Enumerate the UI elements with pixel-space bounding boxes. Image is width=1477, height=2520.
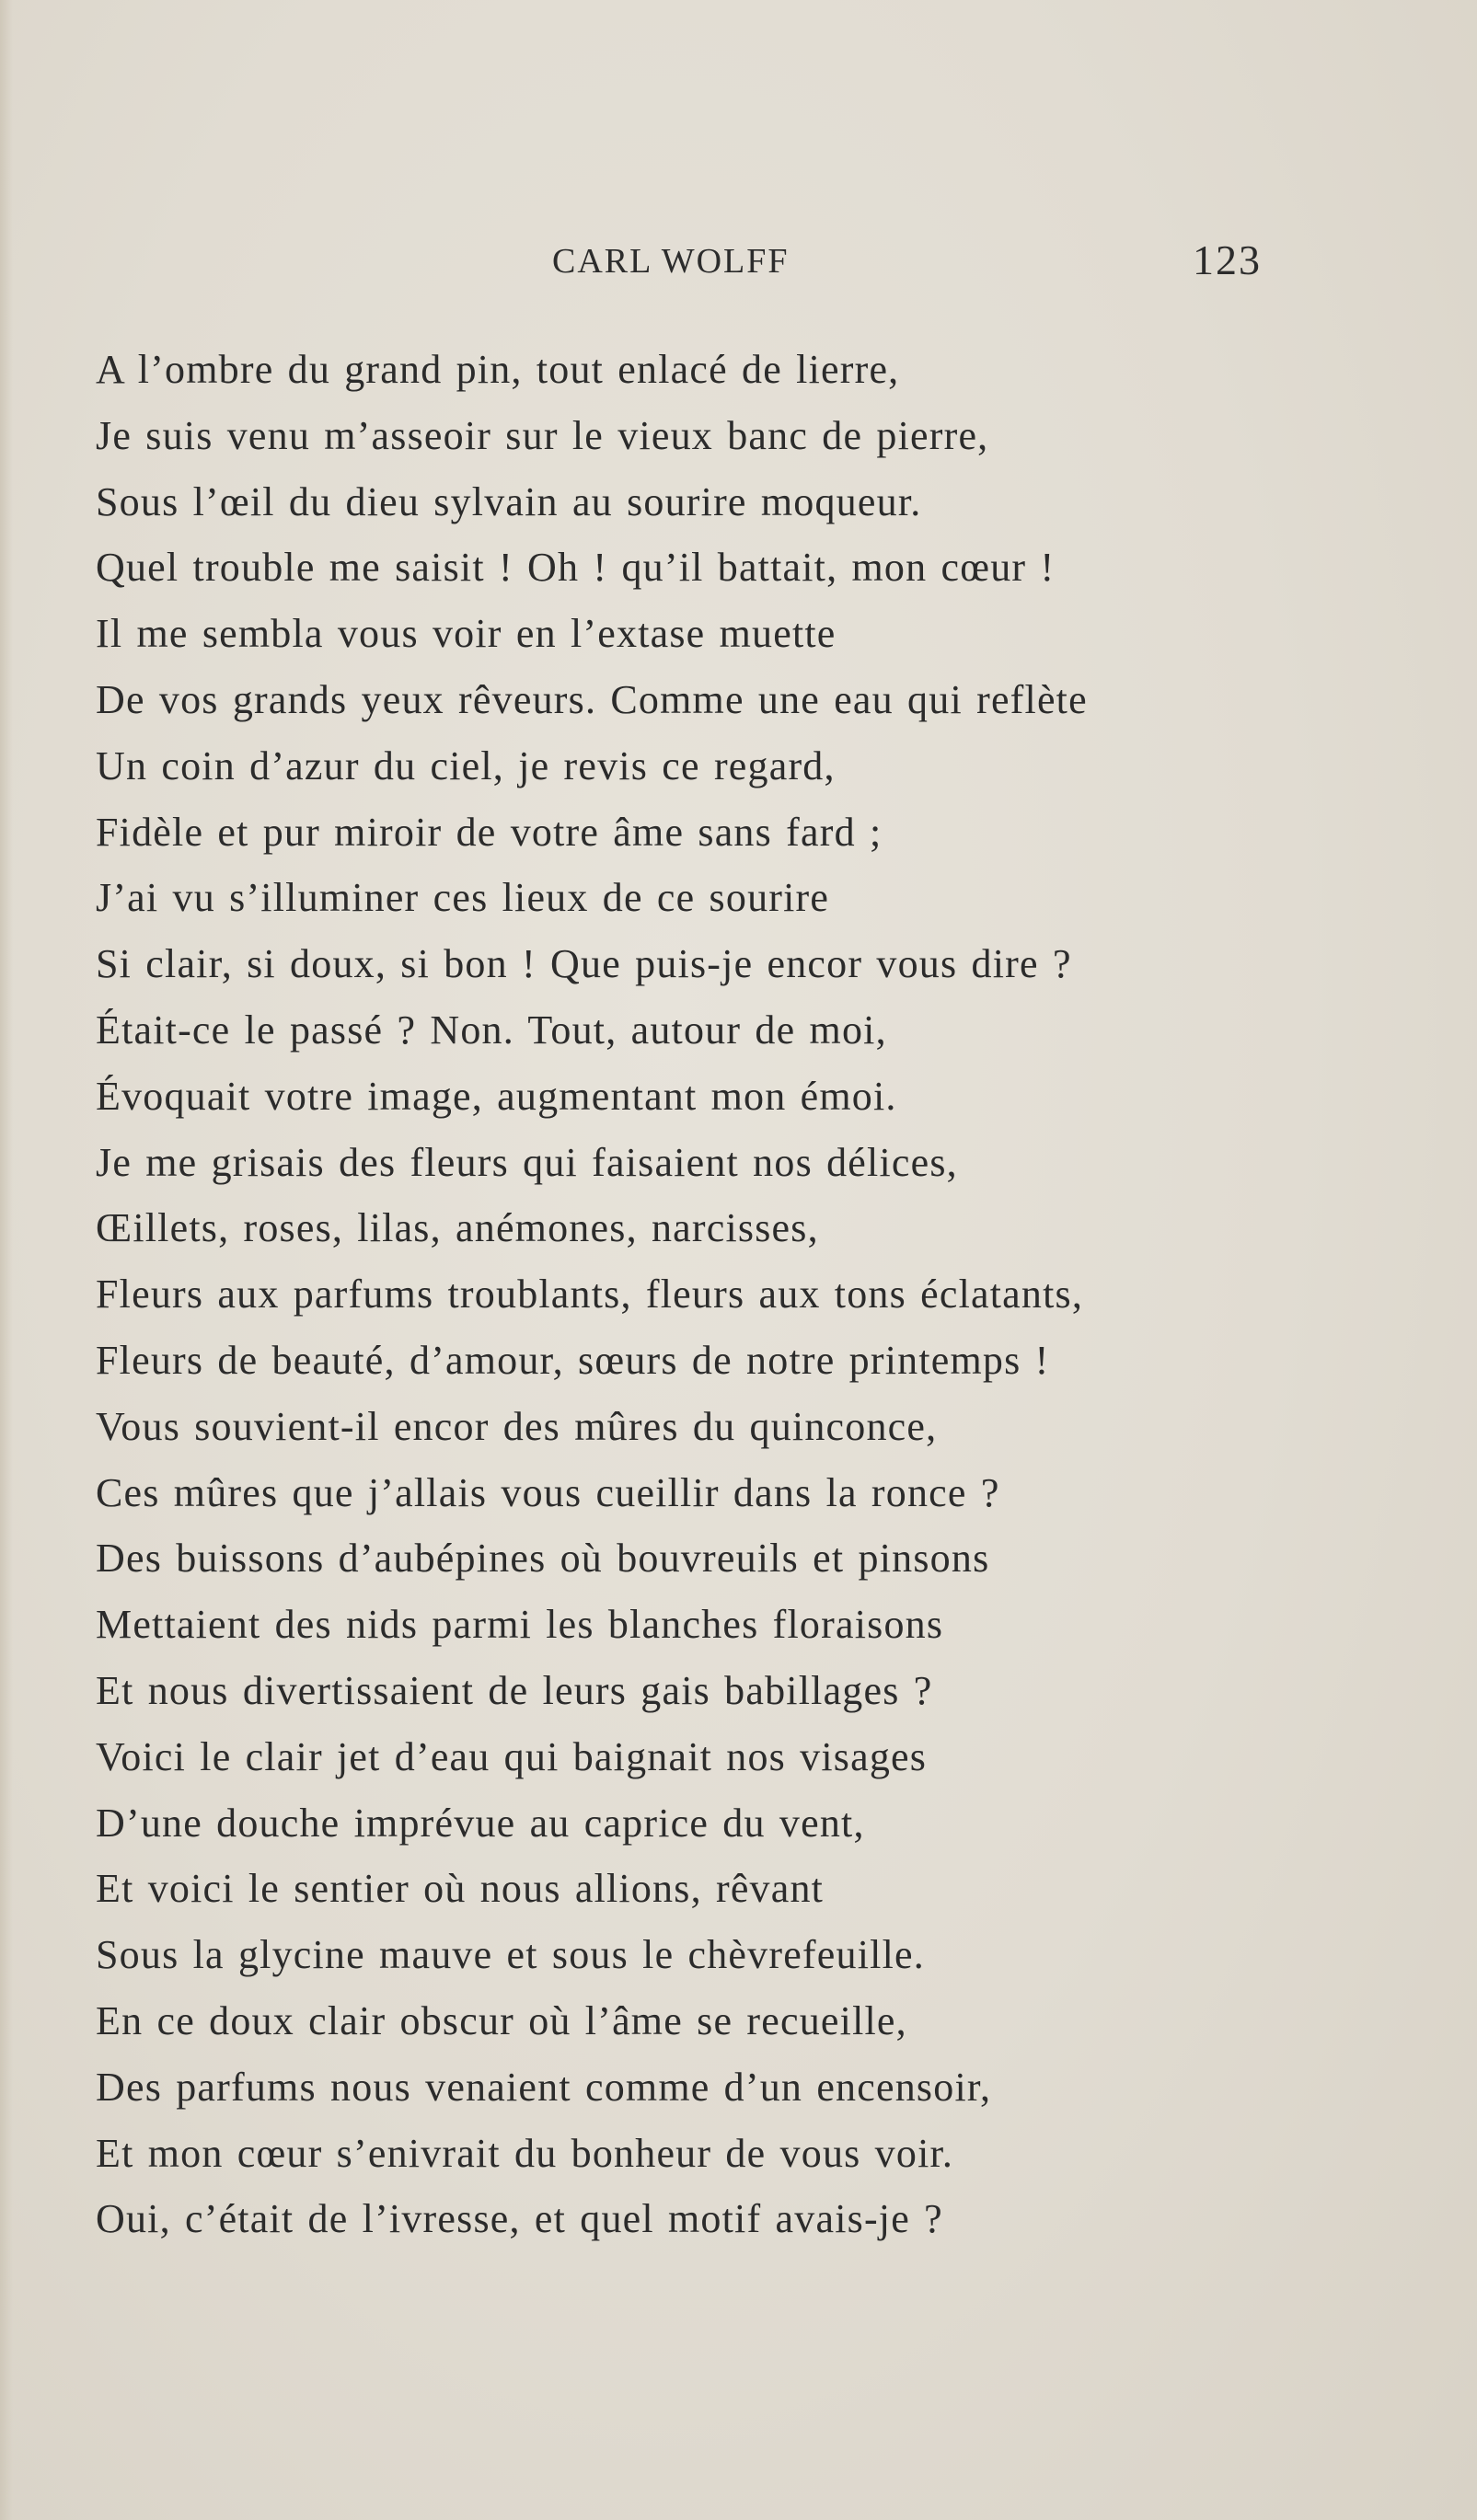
verse-line: A l’ombre du grand pin, tout enlacé de lierre, bbox=[96, 347, 900, 392]
verse-line: Et nous divertissaient de leurs gais babillages ? bbox=[96, 1667, 933, 1713]
verse-line: Un coin d’azur du ciel, je revis ce regard, bbox=[96, 742, 836, 788]
verse-line: Fleurs de beauté, d’amour, sœurs de notre printemps ! bbox=[96, 1337, 1050, 1383]
verse-line: Des buissons d’aubépines où bouvreuils et pinsons bbox=[96, 1536, 990, 1582]
verse-line: Fidèle et pur miroir de votre âme sans fard ; bbox=[96, 809, 883, 855]
verse-line: Évoquait votre image, augmentant mon émoi. bbox=[96, 1073, 897, 1119]
verse-line: Je me grisais des fleurs qui faisaient nos délices, bbox=[96, 1139, 958, 1185]
verse-line: Si clair, si doux, si bon ! Que puis-je encor vous dire ? bbox=[96, 941, 1072, 987]
page-number: 123 bbox=[1193, 236, 1262, 283]
verse-line: Je suis venu m’asseoir sur le vieux banc de pierre, bbox=[96, 412, 989, 458]
verse-line: Des parfums nous venaient comme d’un encensoir, bbox=[96, 2064, 992, 2110]
verse-line: Vous souvient-il encor des mûres du quinconce, bbox=[96, 1403, 938, 1449]
verse-line: De vos grands yeux rêveurs. Comme une eau qui reflète bbox=[96, 676, 1088, 722]
verse-line: Œillets, roses, lilas, anémones, narcisses, bbox=[96, 1205, 819, 1251]
verse-line: Fleurs aux parfums troublants, fleurs aux tons éclatants, bbox=[96, 1272, 1084, 1318]
verse-line: Sous l’œil du dieu sylvain au sourire moqueur. bbox=[96, 478, 922, 524]
verse-line: En ce doux clair obscur où l’âme se recueille, bbox=[96, 1997, 907, 2043]
verse-line: Et mon cœur s’enivrait du bonheur de vous voir. bbox=[96, 2130, 954, 2176]
verse-line: Voici le clair jet d’eau qui baignait nos visages bbox=[96, 1733, 928, 1779]
verse-line: Mettaient des nids parmi les blanches floraisons bbox=[96, 1602, 944, 1648]
verse-line: D’une douche imprévue au caprice du vent, bbox=[96, 1800, 865, 1846]
verse-line: Ces mûres que j’allais vous cueillir dans la ronce ? bbox=[96, 1469, 1000, 1515]
poem-text bbox=[96, 337, 1384, 2252]
verse-line: Il me sembla vous voir en l’extase muette bbox=[96, 611, 837, 657]
verse-line: Sous la glycine mauve et sous le chèvrefeuille. bbox=[96, 1932, 925, 1978]
verse-line: Et voici le sentier où nous allions, rêvant bbox=[96, 1866, 825, 1912]
verse-line: J’ai vu s’illuminer ces lieux de ce sourire bbox=[96, 875, 830, 921]
page-binding-shadow bbox=[0, 0, 13, 2520]
verse-line: Quel trouble me saisit ! Oh ! qu’il battait, mon cœur ! bbox=[96, 545, 1056, 591]
verse-line: Oui, c’était de l’ivresse, et quel motif avais-je ? bbox=[96, 2196, 943, 2242]
running-title: CARL WOLFF bbox=[552, 242, 790, 281]
verse-line: Était-ce le passé ? Non. Tout, autour de moi, bbox=[96, 1007, 887, 1053]
